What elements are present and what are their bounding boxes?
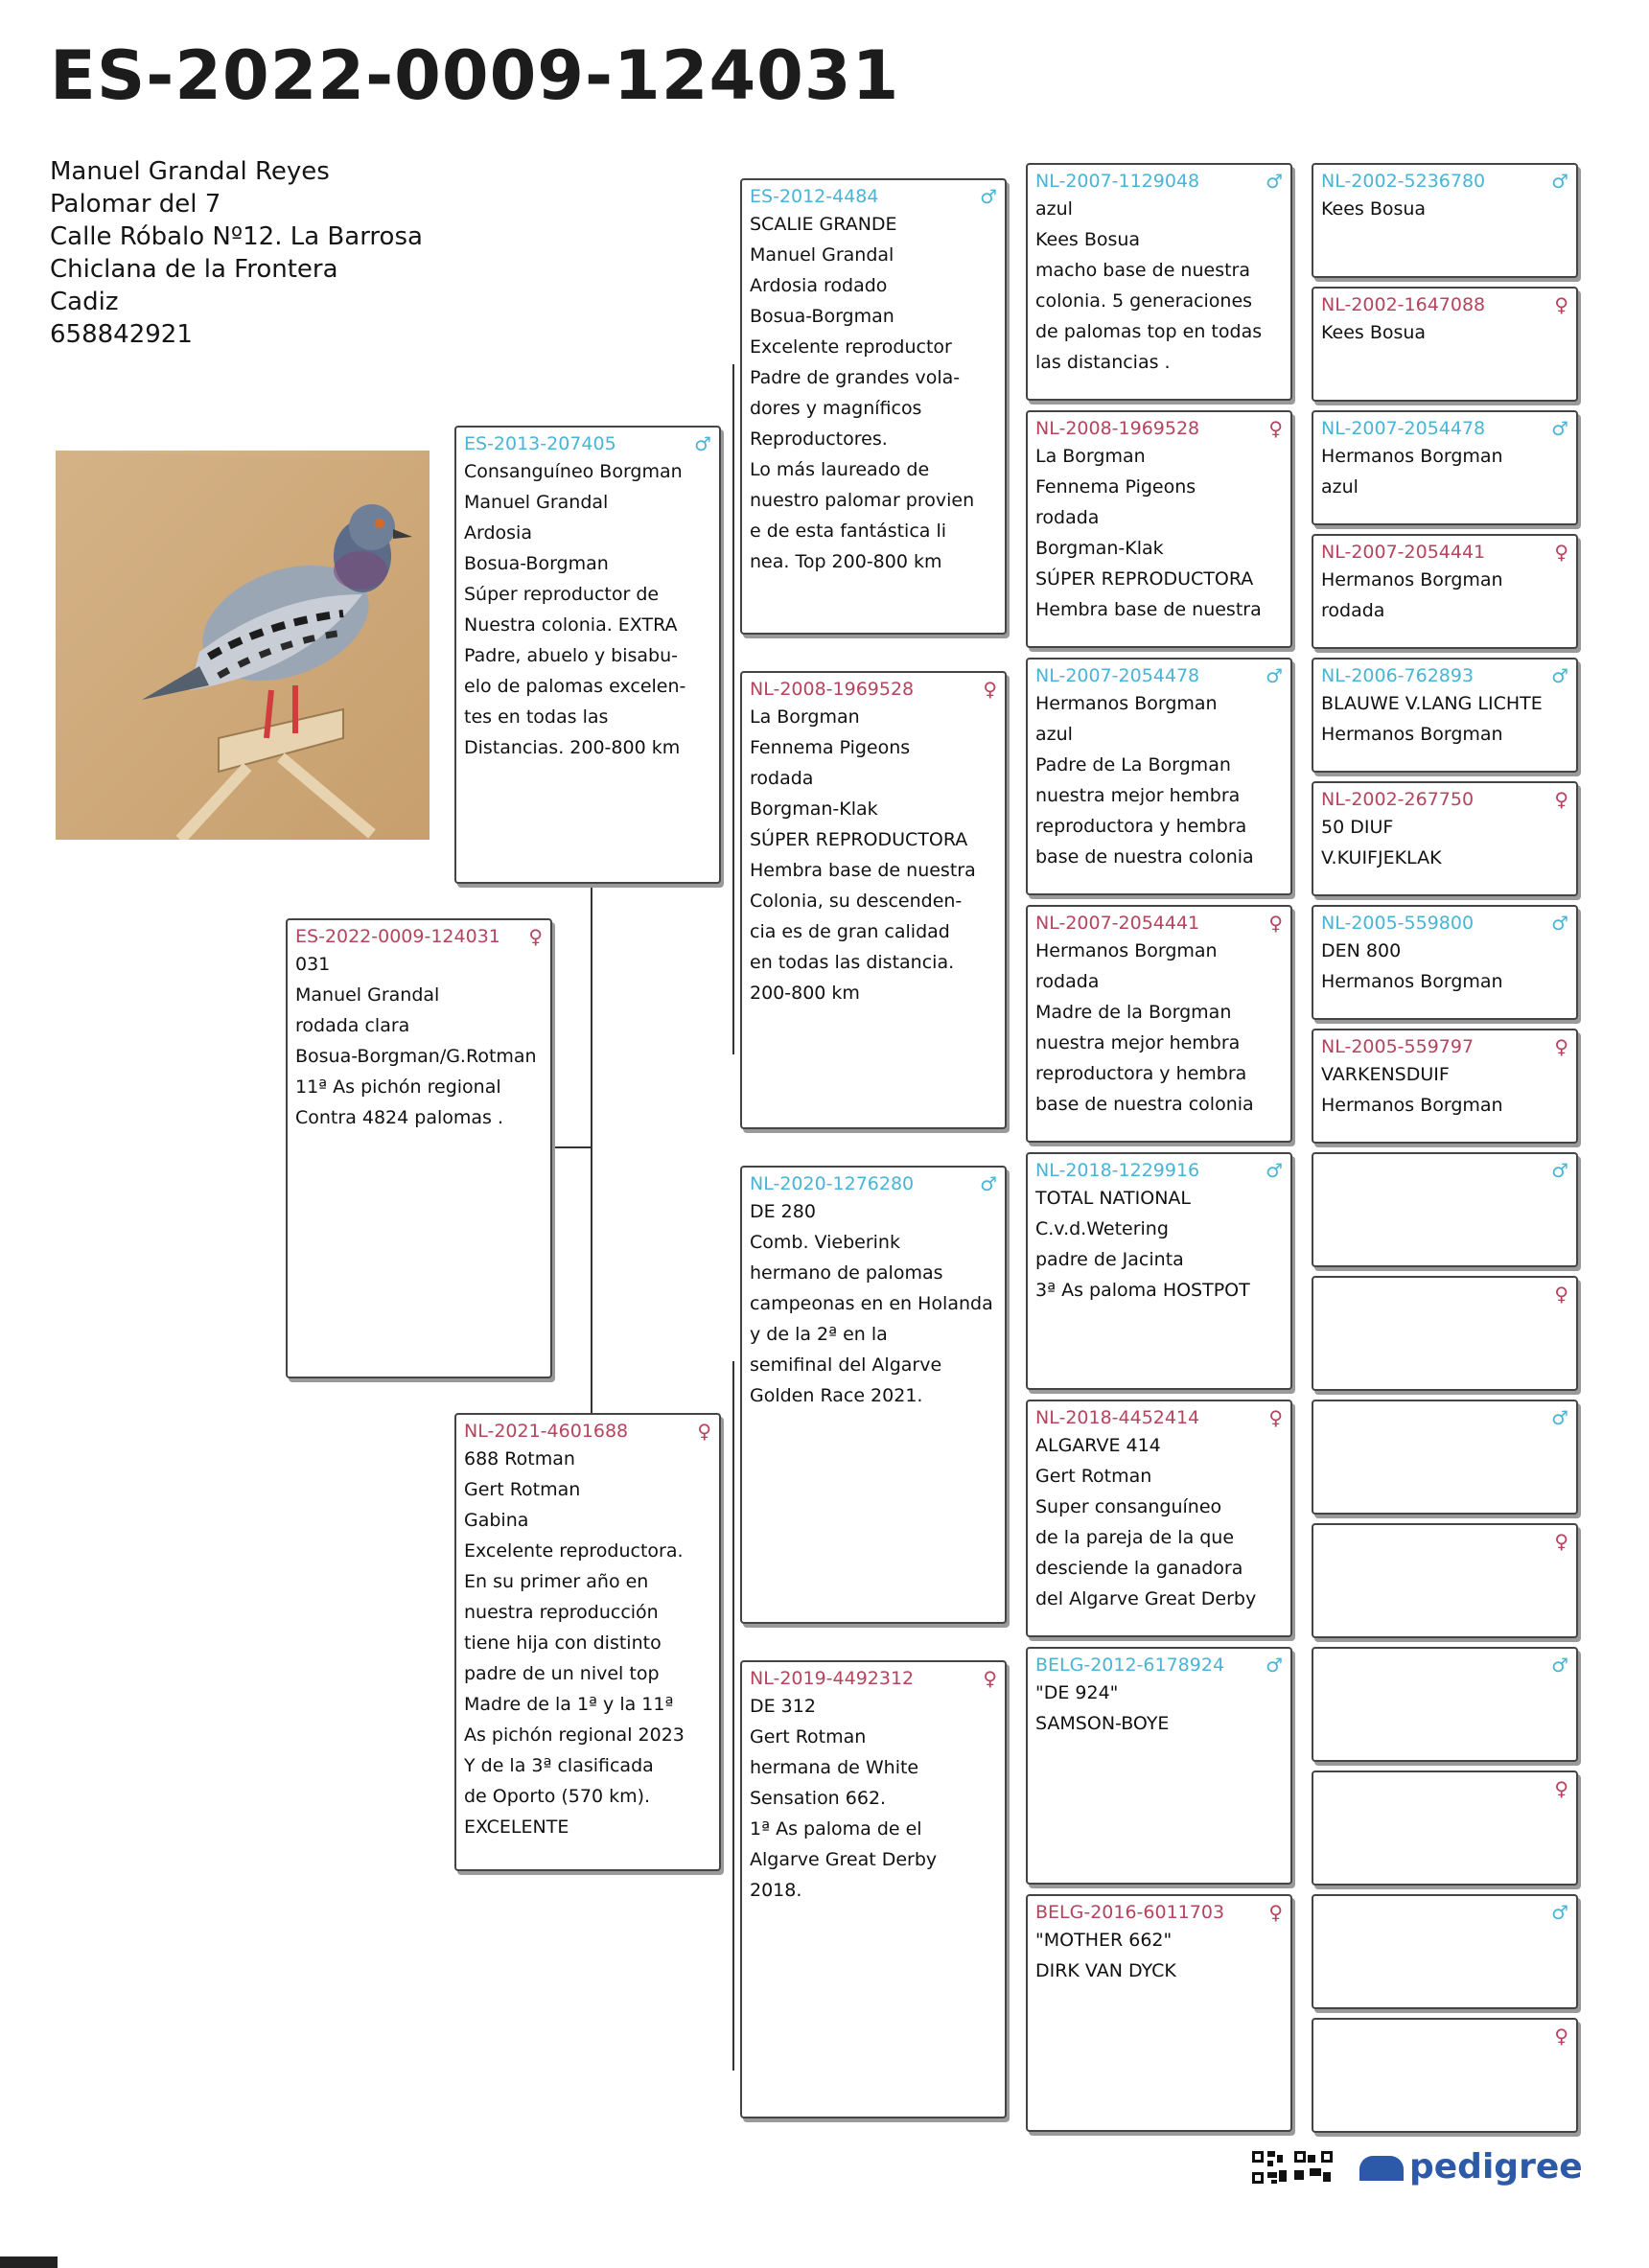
info-line: Padre, abuelo y bisabu- [464, 645, 678, 666]
info-line: Hermanos Borgman [1321, 569, 1503, 590]
info-line: Reproductores. [750, 428, 888, 450]
ring-number: NL-2018-4452414 [1035, 1407, 1200, 1428]
pedigree-gen3-6 [1026, 1647, 1292, 1885]
pedigree-gen4-13 [1312, 1770, 1578, 1886]
info-line: colonia. 5 generaciones [1035, 290, 1253, 312]
info-line: nea. Top 200-800 km [750, 551, 942, 572]
info-line: Gabina [464, 1510, 529, 1531]
ring-number: NL-2018-1229916 [1035, 1160, 1200, 1181]
pedigree-gen4-5 [1312, 781, 1578, 896]
connector-sire-dam [591, 884, 592, 1421]
owner-loft: Palomar del 7 [50, 190, 221, 219]
female-icon: ♀ [1554, 2025, 1568, 2048]
male-icon: ♂ [1551, 1654, 1568, 1677]
female-icon: ♀ [983, 678, 997, 701]
owner-name: Manuel Grandal Reyes [50, 157, 330, 186]
pedigree-gen3-4 [1026, 1152, 1292, 1390]
info-line: las distancias . [1035, 352, 1171, 373]
info-line: V.KUIFJEKLAK [1321, 847, 1442, 868]
pedigree-gen3-7 [1026, 1894, 1292, 2132]
info-line: Super consanguíneo [1035, 1496, 1222, 1517]
male-icon: ♂ [1551, 1159, 1568, 1182]
qr-code-icon-2 [1294, 2151, 1333, 2184]
info-line: nuestra mejor hembra [1035, 1032, 1241, 1053]
pedigree-gen3-0 [1026, 163, 1292, 401]
female-icon: ♀ [1268, 1901, 1283, 1924]
info-line: DE 280 [750, 1201, 816, 1222]
ring-number: BELG-2016-6011703 [1035, 1902, 1225, 1923]
info-line: 031 [295, 954, 331, 975]
ring-number: NL-2007-2054478 [1321, 418, 1486, 439]
ring-number: NL-2021-4601688 [464, 1421, 629, 1442]
pedigree-gen4-3 [1312, 534, 1578, 649]
info-line: Hermanos Borgman [1321, 446, 1503, 467]
owner-info [50, 155, 423, 351]
pedigree-sire [454, 426, 721, 884]
info-line: padre de un nivel top [464, 1663, 660, 1684]
pedigree-gen4-11 [1312, 1523, 1578, 1638]
ring-number: NL-2020-1276280 [750, 1173, 915, 1194]
male-icon: ♂ [1551, 912, 1568, 935]
info-line: azul [1035, 198, 1073, 220]
info-line: Ardosia [464, 522, 532, 544]
owner-province: Cadiz [50, 288, 119, 316]
male-icon: ♂ [1551, 664, 1568, 687]
info-line: Gert Rotman [750, 1726, 867, 1747]
info-line: SCALIE GRANDE [750, 214, 897, 235]
info-line: hermano de palomas [750, 1262, 943, 1284]
info-line: Hermanos Borgman [1321, 971, 1503, 992]
info-line: "MOTHER 662" [1035, 1930, 1173, 1951]
info-line: azul [1321, 476, 1359, 498]
pigeon-photo [56, 451, 430, 840]
info-line: Manuel Grandal [464, 492, 609, 513]
info-line: "DE 924" [1035, 1682, 1119, 1703]
info-line: dores y magníficos [750, 398, 922, 419]
info-line: 3ª As paloma HOSTPOT [1035, 1280, 1250, 1301]
ring-number: ES-2012-4484 [750, 186, 879, 207]
info-line: 688 Rotman [464, 1448, 575, 1470]
info-line: Hermanos Borgman [1035, 693, 1218, 714]
info-line: rodada [750, 768, 814, 789]
info-line: Bosua-Borgman [464, 553, 609, 574]
pedigree-gen3-2 [1026, 658, 1292, 895]
info-line: Padre de La Borgman [1035, 754, 1231, 775]
info-line: VARKENSDUIF [1321, 1064, 1450, 1085]
female-icon: ♀ [1554, 541, 1568, 564]
info-line: Bosua-Borgman [750, 306, 894, 327]
pedigree-gen4-4 [1312, 658, 1578, 773]
brand-name: pedigree [1409, 2147, 1583, 2187]
pedigree-gen4-2 [1312, 410, 1578, 525]
male-icon: ♂ [1266, 664, 1283, 687]
female-icon: ♀ [1268, 912, 1283, 935]
pedigree-dam-sire [740, 1166, 1007, 1624]
pedigree-dam [454, 1413, 721, 1871]
male-icon: ♂ [1551, 1901, 1568, 1924]
female-icon: ♀ [1554, 293, 1568, 316]
info-line: Lo más laureado de [750, 459, 930, 480]
pedigree-sire-sire [740, 178, 1007, 635]
pedigree-gen3-5 [1026, 1400, 1292, 1637]
info-line: C.v.d.Wetering [1035, 1218, 1169, 1239]
info-line: tes en todas las [464, 706, 609, 728]
ring-number: NL-2008-1969528 [1035, 418, 1200, 439]
scan-mark [0, 2256, 58, 2268]
pedigree-gen3-3 [1026, 905, 1292, 1143]
ring-number: NL-2006-762893 [1321, 665, 1475, 686]
ring-number: NL-2002-1647088 [1321, 294, 1486, 315]
info-line: Comb. Vieberink [750, 1232, 900, 1253]
pedigree-gen4-0 [1312, 163, 1578, 278]
owner-city: Chiclana de la Frontera [50, 255, 338, 284]
pedigree-gen4-1 [1312, 287, 1578, 402]
info-line: azul [1035, 724, 1073, 745]
female-icon: ♀ [983, 1667, 997, 1690]
info-line: y de la 2ª en la [750, 1324, 888, 1345]
male-icon: ♂ [1266, 1654, 1283, 1677]
owner-address: Calle Róbalo Nº12. La Barrosa [50, 222, 423, 251]
info-line: rodada [1321, 600, 1385, 621]
info-line: DE 312 [750, 1696, 816, 1717]
ring-number: NL-2005-559800 [1321, 913, 1475, 934]
info-line: SÚPER REPRODUCTORA [1035, 568, 1254, 590]
female-icon: ♀ [1268, 1406, 1283, 1429]
info-line: ALGARVE 414 [1035, 1435, 1161, 1456]
info-line: Hembra base de nuestra [1035, 599, 1262, 620]
info-line: Y de la 3ª clasificada [464, 1755, 654, 1776]
ring-number: NL-2007-2054478 [1035, 665, 1200, 686]
male-icon: ♂ [1551, 417, 1568, 440]
info-line: Sensation 662. [750, 1788, 887, 1809]
info-line: en todas las distancia. [750, 952, 955, 973]
info-line: de Oporto (570 km). [464, 1786, 651, 1807]
info-line: 11ª As pichón regional [295, 1076, 501, 1098]
pedigree-gen4-14 [1312, 1894, 1578, 2009]
info-line: 200-800 km [750, 983, 860, 1004]
info-line: DIRK VAN DYCK [1035, 1960, 1176, 1981]
info-line: e de esta fantástica li [750, 521, 947, 542]
info-line: 50 DIUF [1321, 817, 1394, 838]
info-line: Hermanos Borgman [1321, 724, 1503, 745]
info-line: campeonas en en Holanda [750, 1293, 993, 1314]
owner-phone: 658842921 [50, 320, 193, 349]
info-line: SAMSON-BOYE [1035, 1713, 1170, 1734]
info-line: Hermanos Borgman [1035, 940, 1218, 961]
male-icon: ♂ [980, 1172, 997, 1195]
info-line: de palomas top en todas [1035, 321, 1263, 342]
pedigree-gen3-1 [1026, 410, 1292, 648]
info-line: base de nuestra colonia [1035, 846, 1254, 868]
info-line: Ardosia rodado [750, 275, 888, 296]
ring-number: ES-2022-0009-124031 [295, 926, 500, 947]
ring-number: NL-2007-2054441 [1321, 542, 1486, 563]
info-line: EXCELENTE [464, 1817, 569, 1838]
info-line: nuestra mejor hembra [1035, 785, 1241, 806]
info-line: Contra 4824 palomas . [295, 1107, 504, 1128]
qr-code-icon [1252, 2151, 1290, 2184]
info-line: Madre de la Borgman [1035, 1002, 1232, 1023]
female-icon: ♀ [697, 1420, 711, 1443]
connector-subject [552, 1146, 592, 1148]
pedigree-gen4-9 [1312, 1276, 1578, 1391]
info-line: cia es de gran calidad [750, 921, 950, 942]
male-icon: ♂ [1551, 170, 1568, 193]
info-line: reproductora y hembra [1035, 1063, 1247, 1084]
info-line: desciende la ganadora [1035, 1558, 1243, 1579]
pedigree-gen4-10 [1312, 1400, 1578, 1515]
info-line: As pichón regional 2023 [464, 1724, 685, 1746]
male-icon: ♂ [1551, 1406, 1568, 1429]
info-line: Nuestra colonia. EXTRA [464, 614, 678, 636]
info-line: La Borgman [750, 706, 860, 728]
info-line: Madre de la 1ª y la 11ª [464, 1694, 674, 1715]
info-line: Fennema Pigeons [1035, 476, 1196, 498]
ring-number: NL-2007-2054441 [1035, 913, 1200, 934]
info-line: Padre de grandes vola- [750, 367, 961, 388]
female-icon: ♀ [1554, 1283, 1568, 1306]
info-line: del Algarve Great Derby [1035, 1588, 1257, 1609]
info-line: BLAUWE V.LANG LICHTE [1321, 693, 1543, 714]
pedigree-sire-dam [740, 671, 1007, 1129]
info-line: macho base de nuestra [1035, 260, 1251, 281]
info-line: tiene hija con distinto [464, 1632, 662, 1654]
info-line: Hembra base de nuestra [750, 860, 976, 881]
pedigree-gen4-7 [1312, 1029, 1578, 1144]
ring-number: NL-2007-1129048 [1035, 171, 1200, 192]
info-line: TOTAL NATIONAL [1035, 1188, 1192, 1209]
info-line: Excelente reproductora. [464, 1540, 684, 1562]
info-line: semifinal del Algarve [750, 1354, 942, 1376]
info-line: de la pareja de la que [1035, 1527, 1235, 1548]
ring-number: BELG-2012-6178924 [1035, 1655, 1225, 1676]
info-line: rodada [1035, 507, 1100, 528]
info-line: Manuel Grandal [295, 984, 440, 1006]
info-line: Consanguíneo Borgman [464, 461, 683, 482]
info-line: Kees Bosua [1035, 229, 1141, 250]
info-line: nuestro palomar provien [750, 490, 975, 511]
info-line: rodada clara [295, 1015, 410, 1036]
ring-number: NL-2002-267750 [1321, 789, 1475, 810]
info-line: En su primer año en [464, 1571, 649, 1592]
pedigree-gen4-8 [1312, 1152, 1578, 1267]
info-line: Excelente reproductor [750, 336, 952, 358]
info-line: padre de Jacinta [1035, 1249, 1184, 1270]
ring-number: ES-2013-207405 [464, 433, 616, 454]
info-line: Kees Bosua [1321, 322, 1427, 343]
brand-logo [1359, 2147, 1583, 2187]
logo-icon [1359, 2156, 1404, 2181]
info-line: Algarve Great Derby [750, 1849, 938, 1870]
info-line: Manuel Grandal [750, 244, 894, 266]
info-line: Fennema Pigeons [750, 737, 911, 758]
male-icon: ♂ [1266, 1159, 1283, 1182]
info-line: Golden Race 2021. [750, 1385, 923, 1406]
pedigree-dam-dam [740, 1660, 1007, 2118]
male-icon: ♂ [1266, 170, 1283, 193]
female-icon: ♀ [1268, 417, 1283, 440]
male-icon: ♂ [980, 185, 997, 208]
info-line: Gert Rotman [1035, 1466, 1152, 1487]
pedigree-gen4-15 [1312, 2018, 1578, 2133]
pedigree-gen4-12 [1312, 1647, 1578, 1762]
info-line: DEN 800 [1321, 940, 1402, 961]
connector-dam-parents [732, 1361, 734, 2071]
pedigree-gen4-6 [1312, 905, 1578, 1020]
info-line: 2018. [750, 1880, 802, 1901]
connector-sire-parents [732, 364, 734, 1054]
ring-number: NL-2002-5236780 [1321, 171, 1486, 192]
ring-number: NL-2005-559797 [1321, 1036, 1475, 1057]
male-icon: ♂ [694, 432, 711, 455]
info-line: Kees Bosua [1321, 198, 1427, 220]
female-icon: ♀ [1554, 1530, 1568, 1553]
info-line: hermana de White [750, 1757, 919, 1778]
female-icon: ♀ [1554, 1035, 1568, 1058]
pedigree-subject [286, 918, 552, 1378]
info-line: SÚPER REPRODUCTORA [750, 829, 968, 850]
info-line: reproductora y hembra [1035, 816, 1247, 837]
info-line: base de nuestra colonia [1035, 1094, 1254, 1115]
info-line: Hermanos Borgman [1321, 1095, 1503, 1116]
info-line: La Borgman [1035, 446, 1146, 467]
info-line: Distancias. 200-800 km [464, 737, 681, 758]
info-line: nuestra reproducción [464, 1602, 659, 1623]
info-line: 1ª As paloma de el [750, 1818, 922, 1840]
info-line: Súper reproductor de [464, 584, 660, 605]
info-line: Gert Rotman [464, 1479, 581, 1500]
info-line: elo de palomas excelen- [464, 676, 686, 697]
female-icon: ♀ [1554, 1777, 1568, 1800]
female-icon: ♀ [1554, 788, 1568, 811]
page-title: ES-2022-0009-124031 [50, 36, 900, 115]
info-line: Bosua-Borgman/G.Rotman [295, 1046, 537, 1067]
info-line: Borgman-Klak [750, 798, 878, 820]
ring-number: NL-2019-4492312 [750, 1668, 915, 1689]
ring-number: NL-2008-1969528 [750, 679, 915, 700]
female-icon: ♀ [528, 925, 543, 948]
info-line: Colonia, su descenden- [750, 891, 963, 912]
info-line: Borgman-Klak [1035, 538, 1164, 559]
info-line: rodada [1035, 971, 1100, 992]
